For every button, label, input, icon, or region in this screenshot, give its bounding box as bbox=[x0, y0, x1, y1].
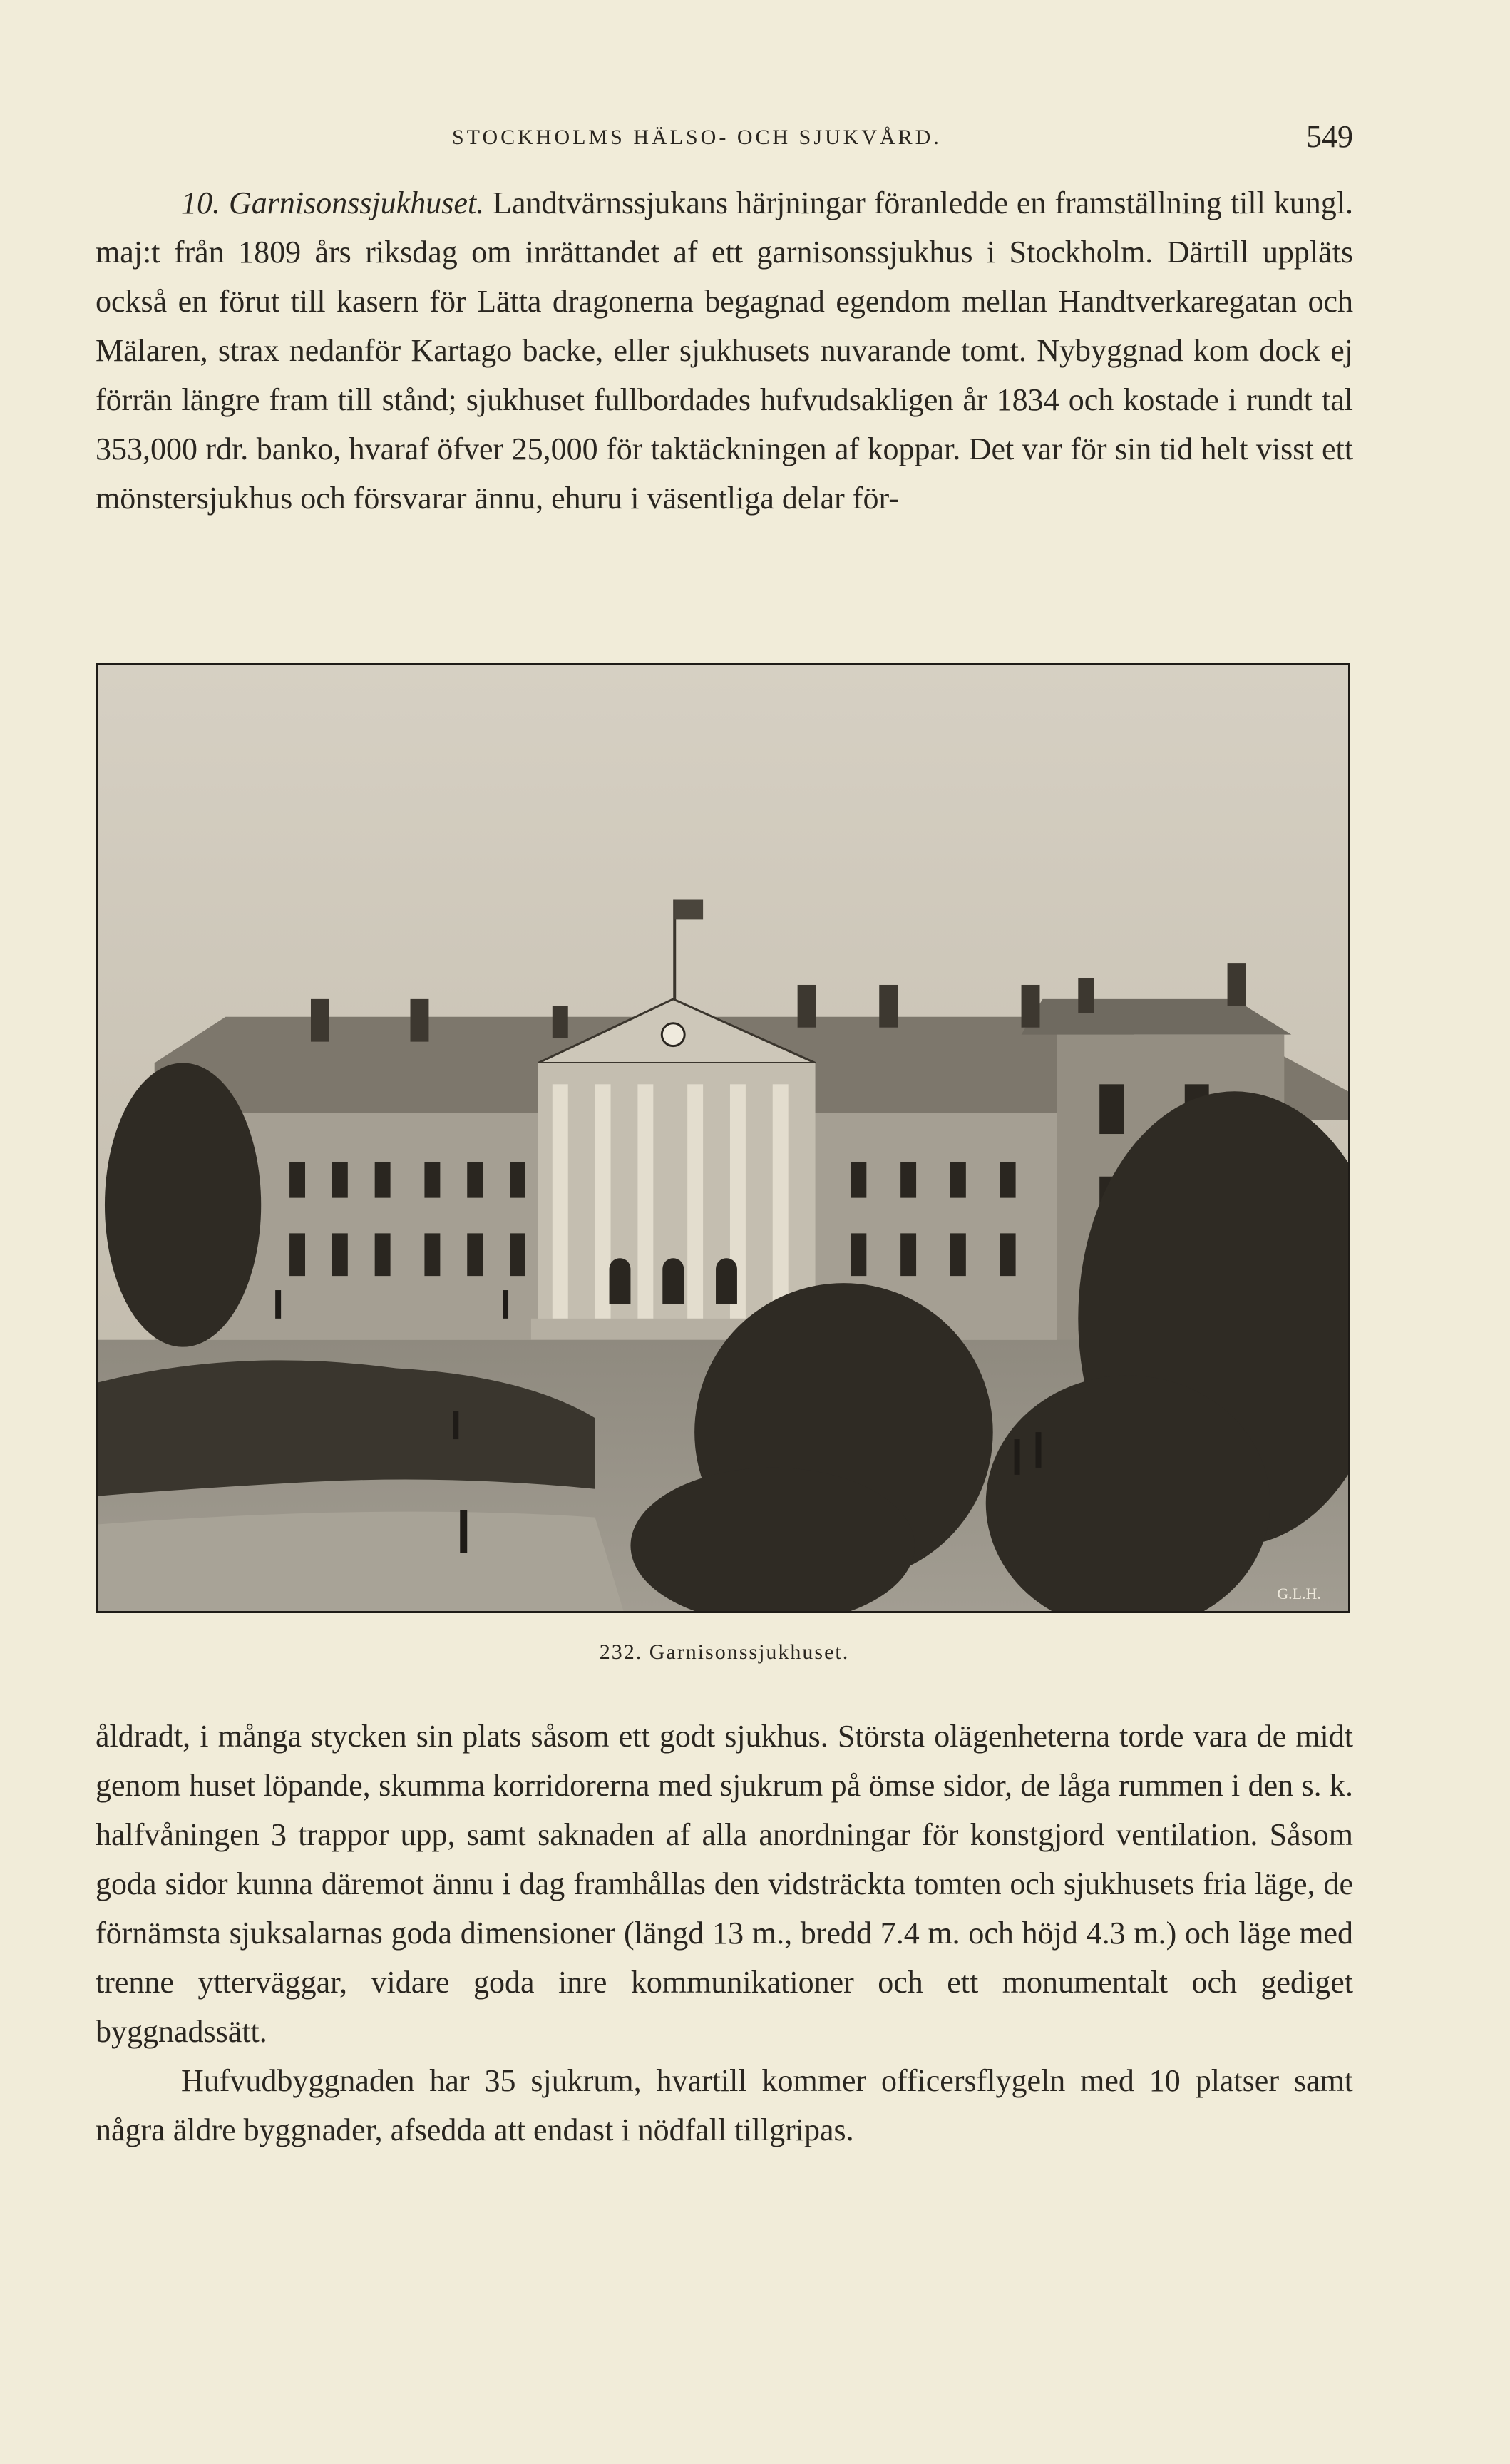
flag bbox=[674, 900, 703, 920]
clock bbox=[662, 1023, 684, 1046]
paragraph bbox=[96, 178, 1353, 523]
garden-path bbox=[98, 1512, 623, 1611]
paragraph: Hufvudbyggnaden har 35 sjukrum, hvartill kommer officersflygeln med 10 platser samt några äldre byggnader, afsedda att endast i nödfall tillgripas. bbox=[96, 2063, 1353, 2147]
hospital-illustration bbox=[98, 665, 1348, 1611]
running-title: STOCKHOLMS HÄLSO- OCH SJUKVÅRD. bbox=[452, 126, 942, 149]
paragraph-text: Landtvärnssjukans härjningar föranledde en framställning till kungl. maj:t från 1809 års riksdag om inrättandet af ett garnisonssjukhus i Stockholm. Därtill uppläts också en förut till kasern för Lätta dragonerna begagnad egendom mellan Handtverkaregatan och Mälaren, strax nedanför Kartago backe, eller sjukhusets nuvarande tomt. Nybyggnad kom dock ej förrän längre fram till stånd; sjukhuset fullbordades hufvudsakligen år 1834 och kostade i rundt tal 353,000 rdr. banko, hvaraf öfver 25,000 för taktäckningen af koppar. Det var för sin tid helt visst ett mönstersjukhus och försvarar ännu, ehuru i väsentliga delar för- bbox=[96, 185, 1353, 516]
section-title: 10. Garnisonssjukhuset. bbox=[181, 185, 485, 220]
running-head bbox=[96, 118, 1353, 161]
body-text-top bbox=[96, 178, 1353, 523]
figure-caption: 232. Garnisonssjukhuset. bbox=[599, 1640, 850, 1664]
paragraph: åldradt, i många stycken sin plats såsom ett godt sjukhus. Största olägenheterna torde vara de midt genom huset löpande, skumma korridorerna med sjukrum på ömse sidor, de låga rummen i den s. k. halfvåningen 3 trappor upp, samt saknaden af alla anordningar för konstgjord ventilation. Såsom goda sidor kunna däremot ännu i dag framhållas den vidsträckta tomten och sjukhusets fria läge, de förnämsta sjuksalarnas goda dimensioner (längd 13 m., bredd 7.4 m. och höjd 4.3 m.) och läge med trenne ytterväggar, vidare goda inre kommunikationer och ett monumentalt och gediget byggnadssätt. bbox=[96, 1719, 1353, 2049]
hospital-photograph bbox=[96, 663, 1350, 1613]
body-text-bottom bbox=[96, 1712, 1353, 2154]
engraver-signature: G.L.H. bbox=[1277, 1585, 1321, 1603]
page-number: 549 bbox=[1306, 119, 1353, 154]
doors bbox=[610, 1258, 737, 1304]
